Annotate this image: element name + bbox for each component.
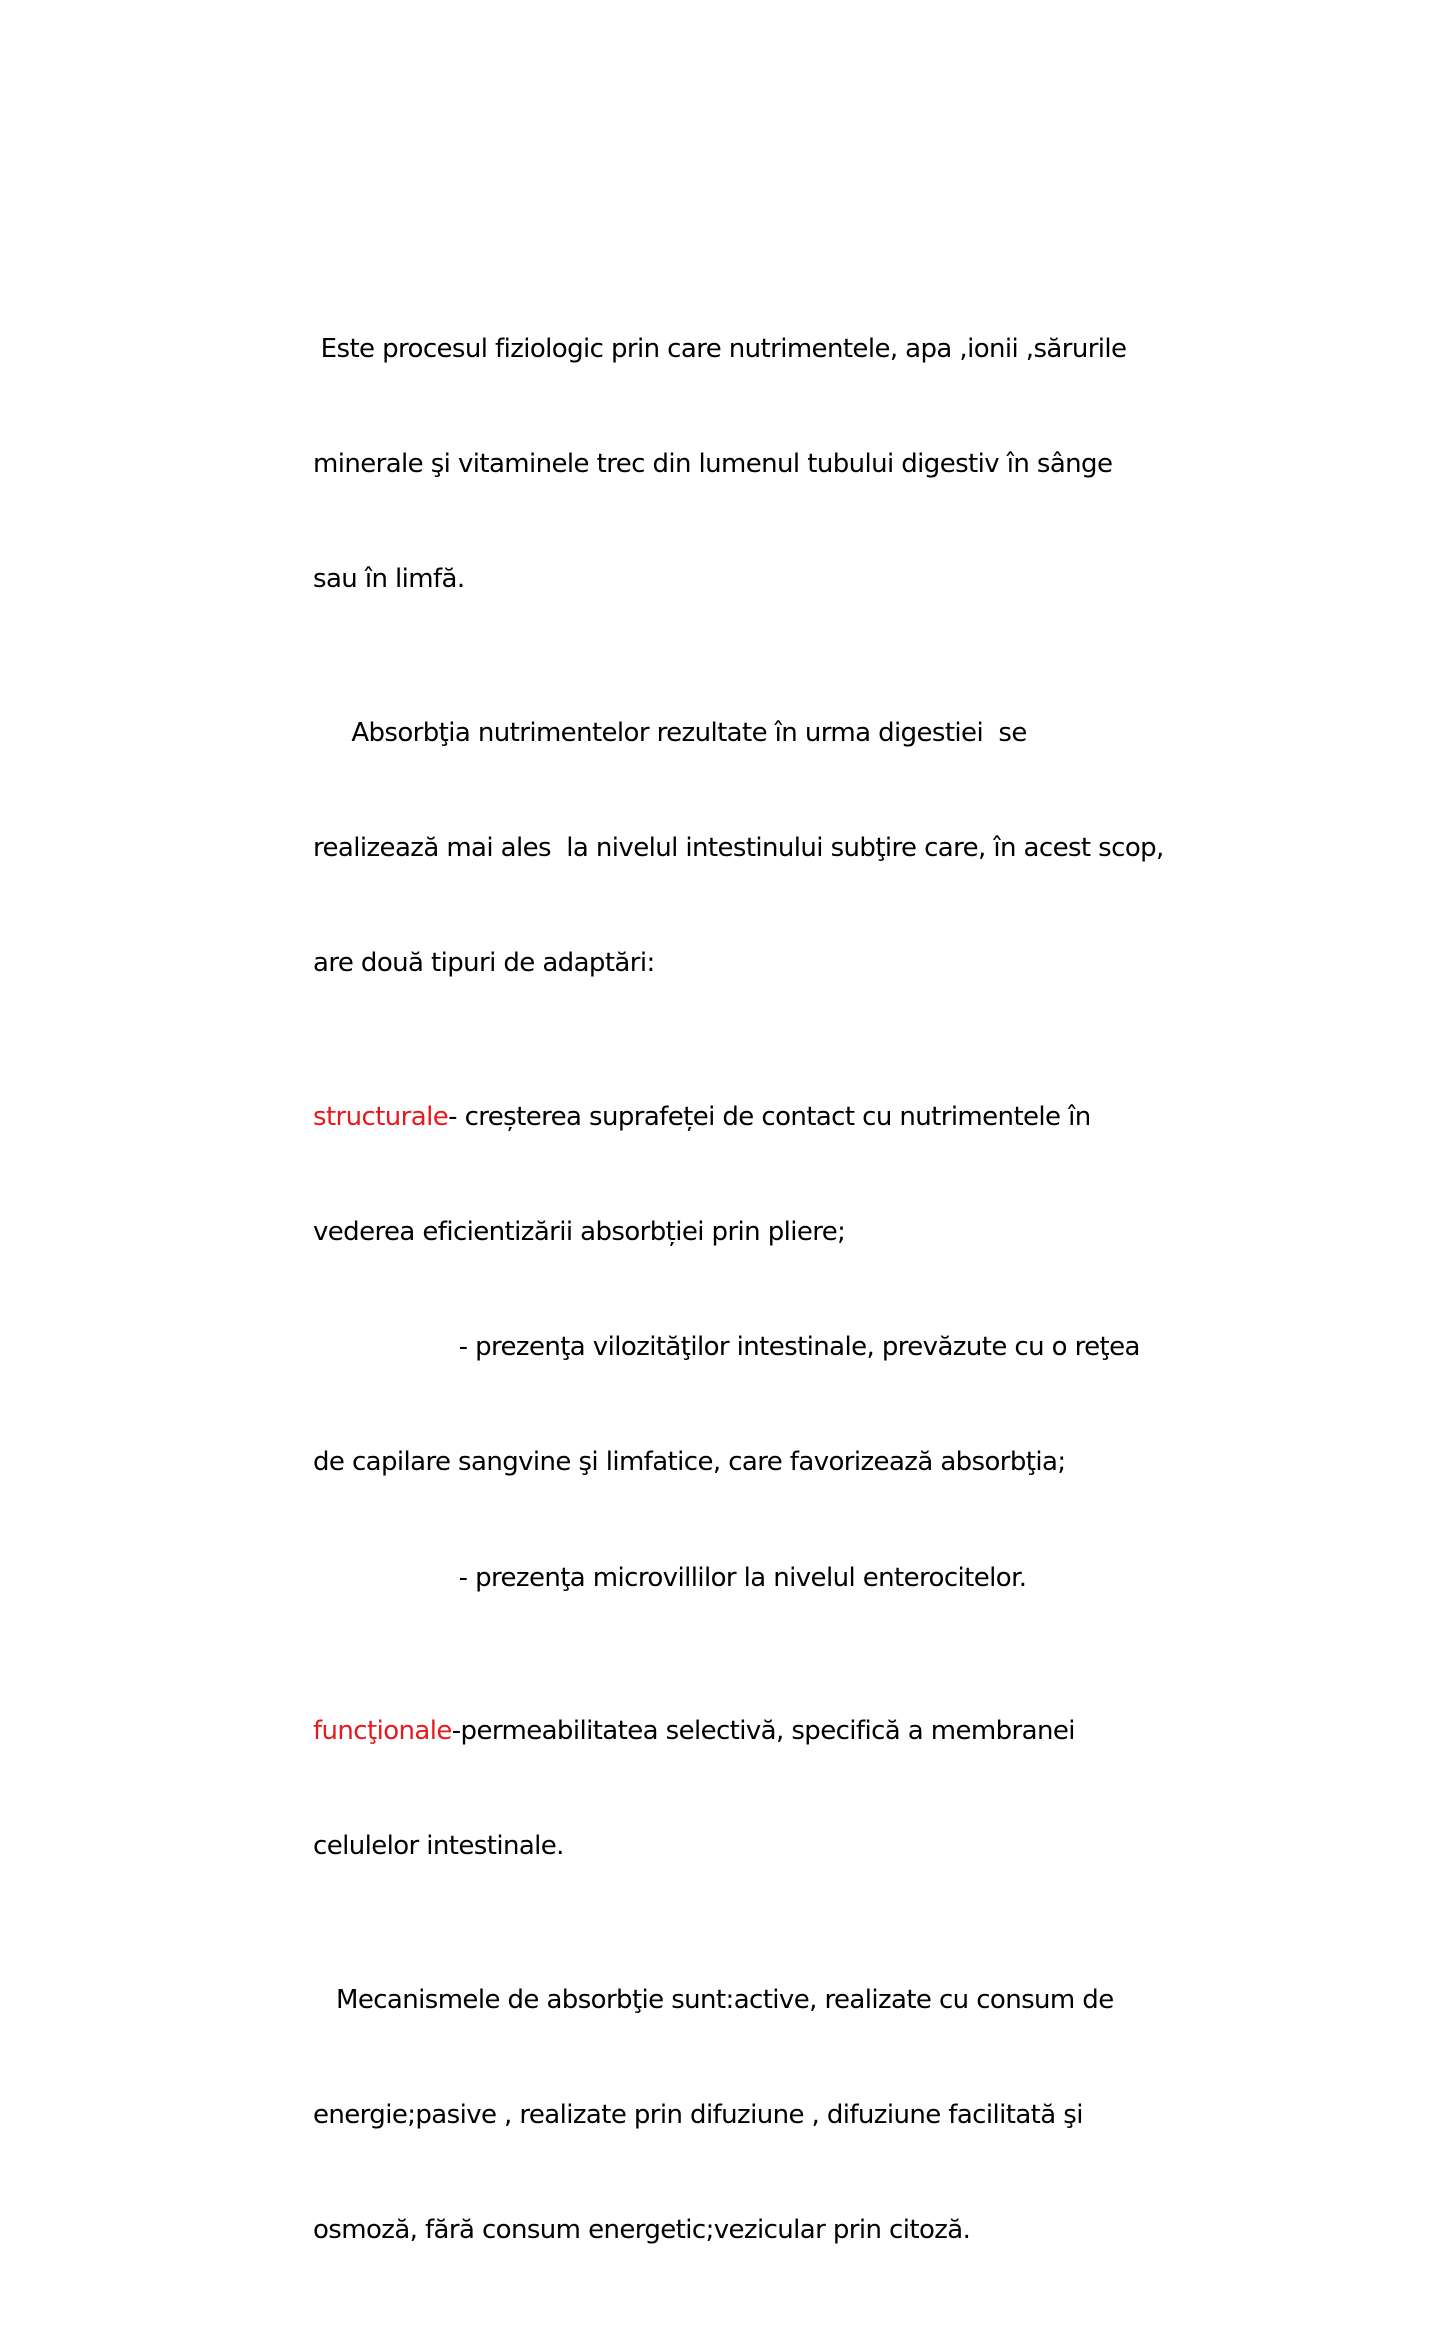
- structural-line-1-rest: - creșterea suprafeței de contact cu nutrimentele în: [448, 1101, 1091, 1132]
- functional-line-1: [313, 1712, 1213, 1750]
- functional-line-2: celulelor intestinale.: [313, 1831, 564, 1862]
- absorption-line-3: are două tipuri de adaptări:: [313, 948, 655, 979]
- absorption-line-2: realizează mai ales la nivelul intestinului subţire care, în acest scop,: [313, 833, 1164, 864]
- structural-term: structurale: [313, 1101, 449, 1132]
- slide-text-block: [313, 253, 1213, 2327]
- structural-line-1: [313, 1098, 1213, 1136]
- structural-item-villi-line-2: de capilare sangvine şi limfatice, care favorizează absorbţia;: [313, 1447, 1066, 1478]
- definition-line-3: sau în limfă.: [313, 564, 465, 595]
- absorption-line-1: Absorbţia nutrimentelor rezultate în urma digestiei se: [313, 717, 1027, 748]
- definition-line-2: minerale şi vitaminele trec din lumenul tubului digestiv în sânge: [313, 449, 1113, 480]
- mechanisms-line-1: Mecanismele de absorbţie sunt:active, realizate cu consum de: [313, 1985, 1114, 2016]
- definition-line-1: Este procesul fiziologic prin care nutrimentele, apa ,ionii ,sărurile: [313, 333, 1127, 364]
- functional-term: funcţionale: [313, 1716, 452, 1747]
- structural-item-villi-line-1: - prezenţa vilozităţilor intestinale, prevăzute cu o reţea: [313, 1332, 1140, 1363]
- structural-item-microvilli: - prezenţa microvillilor la nivelul enterocitelor.: [313, 1562, 1027, 1593]
- mechanisms-line-3: osmoză, fără consum energetic;vezicular prin citoză.: [313, 2215, 971, 2246]
- functional-line-1-rest: -permeabilitatea selectivă, specifică a membranei: [451, 1716, 1075, 1747]
- structural-line-2: vederea eficientizării absorbției prin pliere;: [313, 1217, 846, 1248]
- mechanisms-line-2: energie;pasive , realizate prin difuziune , difuziune facilitată şi: [313, 2100, 1083, 2131]
